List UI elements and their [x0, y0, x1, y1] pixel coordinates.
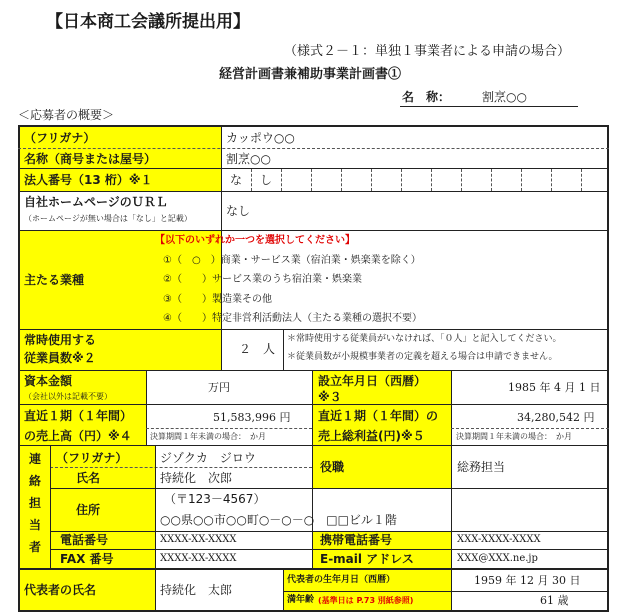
- contact-furigana-value[interactable]: ジゾクカ ジロウ: [160, 451, 256, 465]
- corp-digit-divider: [281, 169, 282, 191]
- contact-fax-label: FAX 番号: [60, 552, 114, 566]
- contact-address-label: 住所: [76, 503, 101, 517]
- homepage-url-value[interactable]: なし: [226, 204, 251, 218]
- business-name-label: 名称（商号または屋号）: [24, 152, 157, 166]
- corp-number-label: 法人番号（13 桁）※１: [24, 173, 153, 187]
- corp-digit-divider: [401, 169, 402, 191]
- furigana-value[interactable]: カッポウ○○: [226, 131, 295, 145]
- rule-after-phone: [50, 549, 609, 550]
- sales-label-line2: の売上高（円）※４: [24, 429, 132, 443]
- business-name-value[interactable]: 割烹○○: [226, 152, 271, 166]
- representative-name-value[interactable]: 持続化 太郎: [160, 583, 233, 597]
- contact-phone-label: 電話番号: [60, 533, 109, 547]
- representative-age-note: (基準日は P.73 別紙参照): [318, 596, 414, 605]
- corp-digit-divider: [371, 169, 372, 191]
- corp-digit-divider: [491, 169, 492, 191]
- contact-side-char: 絡: [29, 474, 42, 488]
- profit-note-dashed-rule: [451, 428, 609, 429]
- contact-side-char: 者: [29, 540, 42, 554]
- rule-after-contact: [18, 568, 609, 570]
- profit-period-note: 決算期間１年未満の場合： か月: [456, 432, 572, 441]
- contact-fax-value[interactable]: XXXX-XX-XXXX: [160, 553, 237, 564]
- representative-age-label: 満年齢: [287, 595, 315, 605]
- applicant-name-label: 名 称：: [402, 90, 451, 104]
- profit-label-line2: 売上総利益(円)※５: [318, 429, 425, 443]
- rule-after-employees: [18, 370, 609, 371]
- industry-option[interactable]: ②（ ）サービス業のうち宿泊業・娯楽業: [163, 274, 362, 285]
- industry-option[interactable]: ①（ ○ ）商業・サービス業（宿泊業・娯楽業を除く）: [163, 255, 421, 266]
- section-label: ＜応募者の概要＞: [18, 108, 115, 122]
- employees-note-line1: ＊常時使用する従業員がいなければ、「０人」と記入してください。: [287, 334, 562, 344]
- industry-instruction: 【以下のいずれか一つを選択してください】: [155, 235, 355, 246]
- founded-label-line2: ※３: [318, 390, 342, 404]
- rule-after-industry: [18, 329, 609, 330]
- profit-label-line1: 直近１期（１年間）の: [318, 409, 439, 423]
- right-label-rule: [451, 370, 452, 610]
- applicant-name-value: 割烹○○: [482, 90, 527, 104]
- contact-side-char: 担: [29, 496, 42, 510]
- table-border-right: [607, 125, 609, 612]
- document-header-title: 【日本商工会議所提出用】: [46, 12, 250, 32]
- corp-digit[interactable]: し: [260, 173, 273, 187]
- middle-rule: [312, 370, 313, 568]
- capital-label: 資本金額: [24, 374, 73, 388]
- rule-after-sales: [18, 445, 609, 446]
- contact-side-rule: [50, 445, 51, 568]
- rule-after-address: [50, 531, 609, 532]
- industry-option[interactable]: ③（ ）製造業その他: [163, 294, 272, 305]
- representative-age-value[interactable]: 61 歳: [540, 594, 569, 607]
- contact-role-value[interactable]: 総務担当: [457, 460, 506, 474]
- sales-value[interactable]: 51,583,996 円: [213, 411, 291, 424]
- furigana-label: （フリガナ）: [24, 131, 96, 145]
- plan-title: 経営計画書兼補助事業計画書①: [219, 67, 402, 82]
- corp-digit-divider: [431, 169, 432, 191]
- contact-address-value[interactable]: ○○県○○市○○町○－○－○ □□ビル１階: [160, 513, 397, 527]
- contact-address-label-cell: [51, 489, 155, 531]
- sales-label-line1: 直近１期（１年間）: [24, 409, 133, 423]
- capital-note: （会社以外は記載不要）: [24, 392, 112, 401]
- representative-birth-label: 代表者の生年月日（西暦）: [287, 575, 396, 585]
- contact-role-label: 役職: [320, 460, 345, 474]
- industry-option[interactable]: ④（ ）特定非営利活動法人（主たる業種の選択不要）: [163, 313, 422, 324]
- furigana-dashed-rule: [18, 148, 609, 149]
- label-column-rule-top: [221, 125, 222, 370]
- contact-name-label: 氏名: [76, 471, 101, 485]
- employees-note-rule: [283, 330, 284, 370]
- rule-after-capital: [18, 404, 609, 405]
- industry-label: 主たる業種: [24, 273, 85, 287]
- table-border-left: [18, 125, 20, 612]
- representative-name-label: 代表者の氏名: [24, 583, 97, 597]
- sales-period-note: 決算期間１年未満の場合： か月: [150, 432, 266, 441]
- founded-value[interactable]: 1985 年 4 月 1 日: [508, 381, 601, 394]
- homepage-url-note: （ホームページが無い場合は「なし」と記載）: [24, 214, 192, 223]
- contact-name-value[interactable]: 持続化 次郎: [160, 471, 233, 485]
- corp-digit-divider: [521, 169, 522, 191]
- form-type-note: （様式２－１：単独１事業者による申請の場合）: [284, 44, 571, 59]
- employees-value[interactable]: ２ 人: [239, 342, 276, 356]
- contact-side-char: 当: [29, 518, 42, 532]
- representative-birth-rule: [283, 568, 284, 610]
- corp-digit-divider: [311, 169, 312, 191]
- contact-mobile-label: 携帯電話番号: [320, 533, 393, 547]
- profit-value[interactable]: 34,280,542 円: [517, 411, 595, 424]
- rule-after-url: [18, 230, 609, 231]
- capital-value[interactable]: 万円: [208, 381, 230, 394]
- table-border-bottom: [18, 610, 609, 612]
- corp-digit-divider: [251, 169, 252, 191]
- contact-label-rule: [155, 445, 156, 610]
- corp-digit-divider: [581, 169, 582, 191]
- contact-side-char: 連: [29, 452, 42, 466]
- contact-email-label: E-mail アドレス: [320, 552, 414, 566]
- rule-after-birth: [283, 591, 609, 592]
- rule-after-contact-name: [50, 488, 609, 489]
- homepage-url-label: 自社ホームページのＵＲＬ: [24, 195, 168, 209]
- corp-digit-divider: [551, 169, 552, 191]
- table-border-top: [18, 125, 609, 127]
- contact-email-value[interactable]: XXX@XXX.ne.jp: [457, 553, 538, 564]
- founded-label-line1: 設立年月日（西暦）: [318, 374, 427, 388]
- rule-after-corp: [18, 191, 609, 192]
- corp-digit-divider: [341, 169, 342, 191]
- capital-value-rule: [146, 370, 147, 445]
- employees-label-line1: 常時使用する: [24, 333, 97, 347]
- contact-postal-code[interactable]: （〒123－4567）: [164, 492, 266, 506]
- contact-phone-value[interactable]: XXXX-XX-XXXX: [160, 534, 237, 545]
- representative-birth-value[interactable]: 1959 年 12 月 30 日: [474, 574, 581, 587]
- contact-furigana-label: （フリガナ）: [56, 451, 128, 465]
- employees-note-line2: ＊従業員数が小規模事業者の定義を超える場合は申請できません。: [287, 352, 558, 362]
- corp-digit[interactable]: な: [230, 173, 243, 187]
- applicant-name-underline: [400, 106, 578, 107]
- contact-furigana-dashed-rule: [50, 467, 312, 468]
- contact-mobile-value[interactable]: XXX-XXXX-XXXX: [457, 534, 541, 545]
- employees-label-line2: 従業員数※２: [24, 351, 96, 365]
- corp-digit-divider: [461, 169, 462, 191]
- sales-note-dashed-rule: [146, 428, 312, 429]
